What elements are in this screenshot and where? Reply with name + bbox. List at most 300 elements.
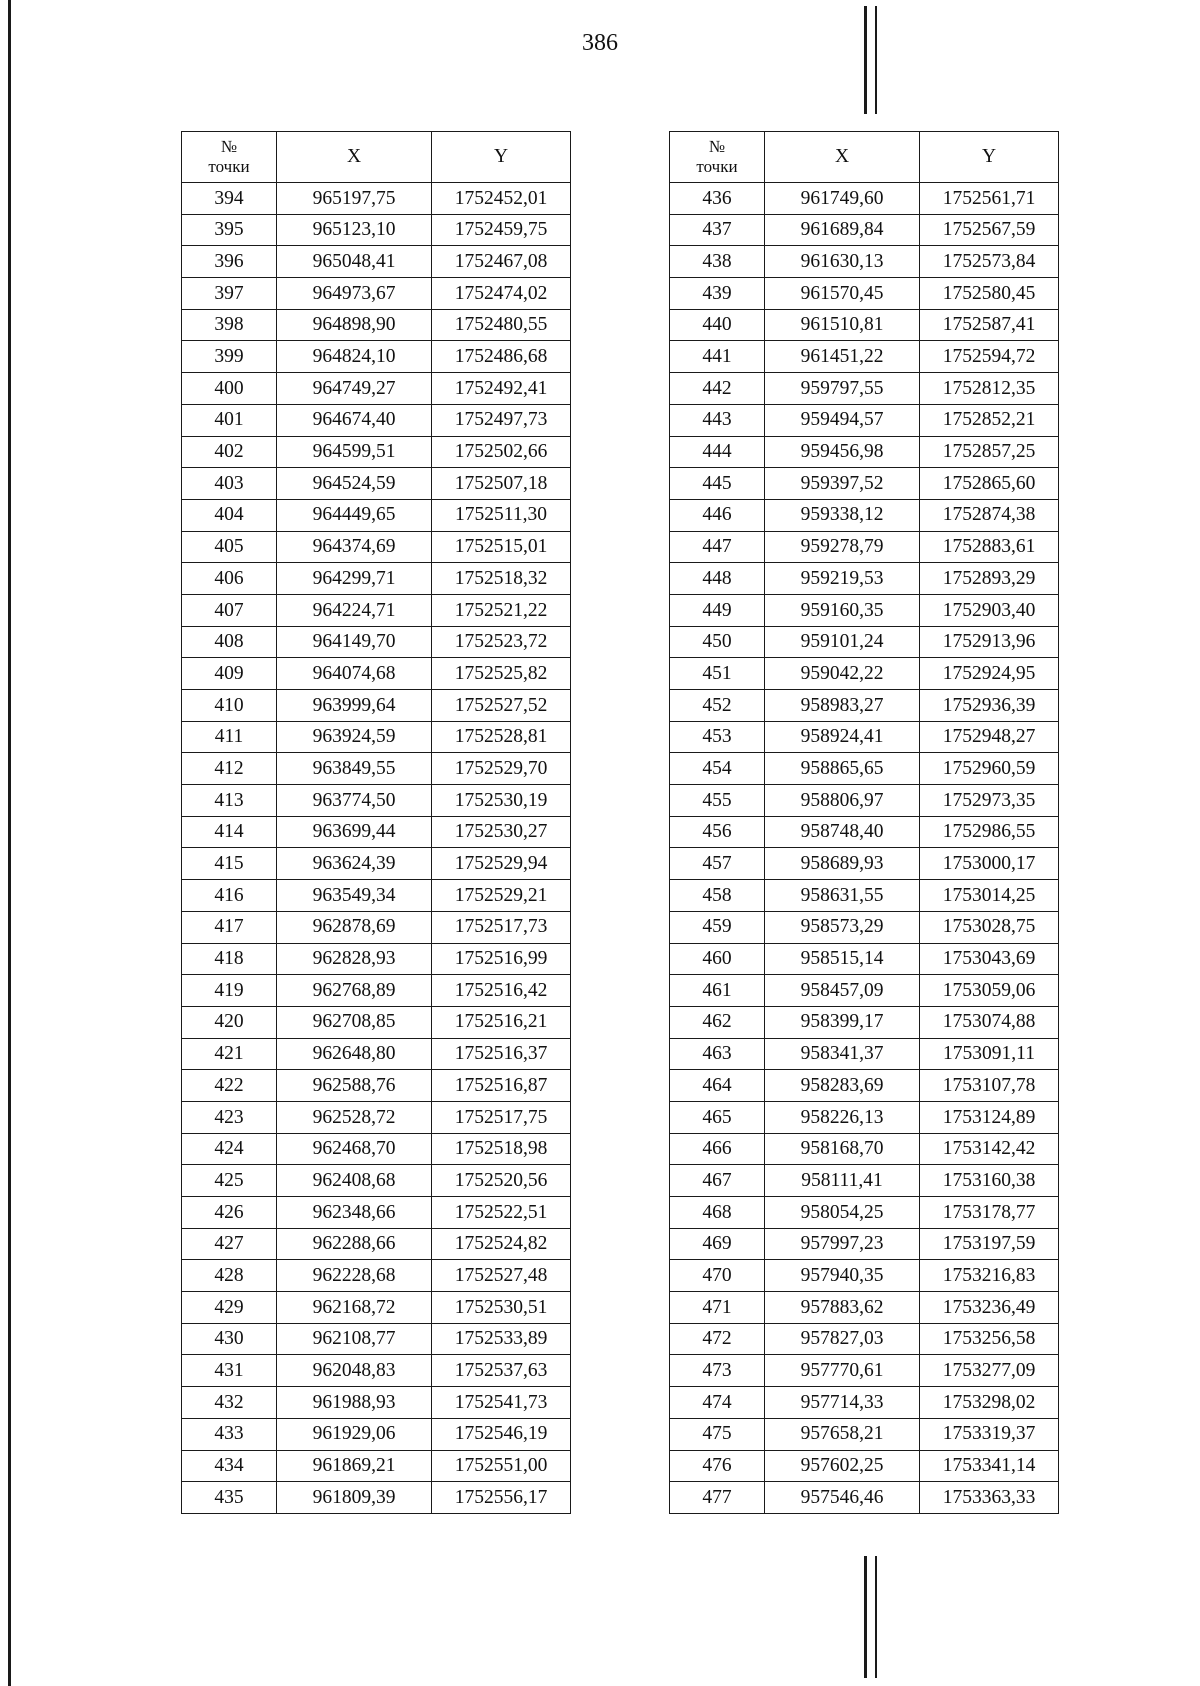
- point-number-cell: 425: [182, 1165, 277, 1197]
- table-row: [670, 911, 1059, 943]
- point-number-cell: 456: [670, 816, 765, 848]
- y-coordinate-cell: 1752556,17: [432, 1482, 571, 1514]
- x-coordinate-cell: 957602,25: [765, 1450, 920, 1482]
- table-row: [670, 658, 1059, 690]
- point-number-cell: 476: [670, 1450, 765, 1482]
- y-coordinate-cell: 1752486,68: [432, 341, 571, 373]
- y-coordinate-cell: 1753256,58: [920, 1323, 1059, 1355]
- table-row: [182, 911, 571, 943]
- table-row: [182, 531, 571, 563]
- point-number-cell: 401: [182, 404, 277, 436]
- table-header-row: [670, 132, 1059, 183]
- table-row: [670, 1292, 1059, 1324]
- table-row: [182, 309, 571, 341]
- table-row: [182, 1355, 571, 1387]
- point-number-cell: 395: [182, 214, 277, 246]
- x-coordinate-cell: 963699,44: [277, 816, 432, 848]
- table-row: [182, 1260, 571, 1292]
- point-number-cell: 399: [182, 341, 277, 373]
- point-number-cell: 412: [182, 753, 277, 785]
- point-number-cell: 414: [182, 816, 277, 848]
- x-coordinate-cell: 964749,27: [277, 373, 432, 405]
- y-coordinate-cell: 1752948,27: [920, 721, 1059, 753]
- x-coordinate-cell: 964074,68: [277, 658, 432, 690]
- x-coordinate-cell: 959797,55: [765, 373, 920, 405]
- x-coordinate-cell: 965197,75: [277, 183, 432, 215]
- point-number-cell: 403: [182, 468, 277, 500]
- y-coordinate-cell: 1753341,14: [920, 1450, 1059, 1482]
- y-coordinate-cell: 1753197,59: [920, 1228, 1059, 1260]
- page-left-edge: [8, 0, 11, 1686]
- table-row: [182, 1101, 571, 1133]
- point-number-cell: 447: [670, 531, 765, 563]
- x-coordinate-cell: 958457,09: [765, 975, 920, 1007]
- table-row: [670, 1418, 1059, 1450]
- table-row: [670, 594, 1059, 626]
- point-number-cell: 417: [182, 911, 277, 943]
- point-number-cell: 450: [670, 626, 765, 658]
- point-number-cell: 444: [670, 436, 765, 468]
- x-coordinate-cell: 959219,53: [765, 563, 920, 595]
- x-coordinate-cell: 964599,51: [277, 436, 432, 468]
- y-coordinate-cell: 1752530,19: [432, 785, 571, 817]
- point-number-cell: 434: [182, 1450, 277, 1482]
- x-coordinate-cell: 964674,40: [277, 404, 432, 436]
- y-coordinate-cell: 1753236,49: [920, 1292, 1059, 1324]
- x-coordinate-cell: 962878,69: [277, 911, 432, 943]
- point-number-cell: 408: [182, 626, 277, 658]
- table-row: [670, 721, 1059, 753]
- x-coordinate-cell: 963924,59: [277, 721, 432, 753]
- y-coordinate-cell: 1753074,88: [920, 1006, 1059, 1038]
- table-row: [182, 563, 571, 595]
- table-row: [182, 246, 571, 278]
- point-number-cell: 452: [670, 690, 765, 722]
- table-row: [670, 563, 1059, 595]
- x-coordinate-cell: 962048,83: [277, 1355, 432, 1387]
- x-coordinate-cell: 958111,41: [765, 1165, 920, 1197]
- y-coordinate-cell: 1752518,32: [432, 563, 571, 595]
- x-coordinate-cell: 961689,84: [765, 214, 920, 246]
- y-coordinate-cell: 1752527,52: [432, 690, 571, 722]
- table-row: [670, 214, 1059, 246]
- table-row: [670, 1482, 1059, 1514]
- x-coordinate-cell: 958341,37: [765, 1038, 920, 1070]
- point-number-cell: 461: [670, 975, 765, 1007]
- x-coordinate-cell: 965123,10: [277, 214, 432, 246]
- point-number-cell: 405: [182, 531, 277, 563]
- y-coordinate-cell: 1752497,73: [432, 404, 571, 436]
- point-number-cell: 430: [182, 1323, 277, 1355]
- x-coordinate-cell: 958924,41: [765, 721, 920, 753]
- point-number-cell: 442: [670, 373, 765, 405]
- point-number-cell: 463: [670, 1038, 765, 1070]
- x-coordinate-cell: 962468,70: [277, 1133, 432, 1165]
- x-coordinate-cell: 958689,93: [765, 848, 920, 880]
- point-number-cell: 475: [670, 1418, 765, 1450]
- binding-marks-bottom: [864, 1556, 880, 1678]
- x-coordinate-cell: 961988,93: [277, 1387, 432, 1419]
- y-coordinate-cell: 1752520,56: [432, 1165, 571, 1197]
- point-number-cell: 474: [670, 1387, 765, 1419]
- y-coordinate-cell: 1752467,08: [432, 246, 571, 278]
- table-row: [670, 404, 1059, 436]
- x-coordinate-cell: 958748,40: [765, 816, 920, 848]
- y-coordinate-cell: 1752523,72: [432, 626, 571, 658]
- x-coordinate-cell: 965048,41: [277, 246, 432, 278]
- table-row: [182, 373, 571, 405]
- table-row: [670, 975, 1059, 1007]
- table-row: [670, 1450, 1059, 1482]
- table-row: [182, 690, 571, 722]
- y-coordinate-cell: 1753124,89: [920, 1101, 1059, 1133]
- table-row: [670, 785, 1059, 817]
- x-coordinate-cell: 963999,64: [277, 690, 432, 722]
- y-header: Y: [432, 132, 571, 183]
- point-number-cell: 429: [182, 1292, 277, 1324]
- point-number-cell: 458: [670, 880, 765, 912]
- y-coordinate-cell: 1752507,18: [432, 468, 571, 500]
- table-row: [670, 1323, 1059, 1355]
- y-coordinate-cell: 1753059,06: [920, 975, 1059, 1007]
- y-coordinate-cell: 1752546,19: [432, 1418, 571, 1450]
- x-coordinate-cell: 962288,66: [277, 1228, 432, 1260]
- x-coordinate-cell: 961451,22: [765, 341, 920, 373]
- point-number-cell: 415: [182, 848, 277, 880]
- point-number-cell: 438: [670, 246, 765, 278]
- x-coordinate-cell: 959456,98: [765, 436, 920, 468]
- point-number-cell: 404: [182, 499, 277, 531]
- table-row: [670, 1133, 1059, 1165]
- x-coordinate-cell: 964824,10: [277, 341, 432, 373]
- point-number-cell: 446: [670, 499, 765, 531]
- point-number-cell: 423: [182, 1101, 277, 1133]
- table-row: [670, 309, 1059, 341]
- y-coordinate-cell: 1752924,95: [920, 658, 1059, 690]
- x-coordinate-cell: 962408,68: [277, 1165, 432, 1197]
- y-coordinate-cell: 1752528,81: [432, 721, 571, 753]
- x-coordinate-cell: 959160,35: [765, 594, 920, 626]
- point-number-cell: 451: [670, 658, 765, 690]
- y-coordinate-cell: 1753216,83: [920, 1260, 1059, 1292]
- point-number-cell: 431: [182, 1355, 277, 1387]
- x-coordinate-cell: 961869,21: [277, 1450, 432, 1482]
- y-coordinate-cell: 1752857,25: [920, 436, 1059, 468]
- y-coordinate-cell: 1752580,45: [920, 278, 1059, 310]
- y-coordinate-cell: 1752517,75: [432, 1101, 571, 1133]
- x-coordinate-cell: 957770,61: [765, 1355, 920, 1387]
- table-row: [182, 278, 571, 310]
- x-coordinate-cell: 957883,62: [765, 1292, 920, 1324]
- table-row: [670, 1101, 1059, 1133]
- y-coordinate-cell: 1752516,42: [432, 975, 571, 1007]
- point-number-cell: 464: [670, 1070, 765, 1102]
- point-number-cell: 467: [670, 1165, 765, 1197]
- x-coordinate-cell: 963549,34: [277, 880, 432, 912]
- coordinates-table-left: [181, 131, 571, 1514]
- table-row: [182, 848, 571, 880]
- x-coordinate-cell: 959494,57: [765, 404, 920, 436]
- binding-marks-top: [864, 6, 880, 114]
- y-coordinate-cell: 1752518,98: [432, 1133, 571, 1165]
- x-coordinate-cell: 963774,50: [277, 785, 432, 817]
- y-coordinate-cell: 1752874,38: [920, 499, 1059, 531]
- table-row: [670, 1197, 1059, 1229]
- y-coordinate-cell: 1752529,70: [432, 753, 571, 785]
- point-number-cell: 457: [670, 848, 765, 880]
- y-coordinate-cell: 1752541,73: [432, 1387, 571, 1419]
- table-row: [182, 341, 571, 373]
- x-header: X: [765, 132, 920, 183]
- y-coordinate-cell: 1753107,78: [920, 1070, 1059, 1102]
- y-coordinate-cell: 1753298,02: [920, 1387, 1059, 1419]
- point-number-cell: 468: [670, 1197, 765, 1229]
- point-number-cell: 406: [182, 563, 277, 595]
- x-coordinate-cell: 959338,12: [765, 499, 920, 531]
- table-row: [670, 753, 1059, 785]
- y-coordinate-cell: 1753142,42: [920, 1133, 1059, 1165]
- point-number-cell: 472: [670, 1323, 765, 1355]
- point-number-cell: 473: [670, 1355, 765, 1387]
- table-header-row: [182, 132, 571, 183]
- x-coordinate-cell: 964374,69: [277, 531, 432, 563]
- table-row: [182, 436, 571, 468]
- x-coordinate-cell: 964973,67: [277, 278, 432, 310]
- x-coordinate-cell: 962708,85: [277, 1006, 432, 1038]
- point-number-cell: 471: [670, 1292, 765, 1324]
- y-coordinate-cell: 1752530,27: [432, 816, 571, 848]
- table-row: [670, 626, 1059, 658]
- y-coordinate-cell: 1753000,17: [920, 848, 1059, 880]
- x-coordinate-cell: 962648,80: [277, 1038, 432, 1070]
- x-coordinate-cell: 959397,52: [765, 468, 920, 500]
- table-row: [182, 1450, 571, 1482]
- x-coordinate-cell: 961749,60: [765, 183, 920, 215]
- y-coordinate-cell: 1752533,89: [432, 1323, 571, 1355]
- point-number-cell: 397: [182, 278, 277, 310]
- table-row: [182, 1323, 571, 1355]
- y-coordinate-cell: 1752936,39: [920, 690, 1059, 722]
- y-coordinate-cell: 1752587,41: [920, 309, 1059, 341]
- point-number-cell: 422: [182, 1070, 277, 1102]
- x-coordinate-cell: 963624,39: [277, 848, 432, 880]
- table-row: [182, 1197, 571, 1229]
- table-row: [182, 499, 571, 531]
- point-number-cell: 424: [182, 1133, 277, 1165]
- y-coordinate-cell: 1752516,21: [432, 1006, 571, 1038]
- point-number-cell: 466: [670, 1133, 765, 1165]
- x-coordinate-cell: 958983,27: [765, 690, 920, 722]
- table-row: [182, 753, 571, 785]
- y-coordinate-cell: 1753363,33: [920, 1482, 1059, 1514]
- y-coordinate-cell: 1752973,35: [920, 785, 1059, 817]
- x-coordinate-cell: 962528,72: [277, 1101, 432, 1133]
- table-row: [182, 1006, 571, 1038]
- y-coordinate-cell: 1752452,01: [432, 183, 571, 215]
- point-number-cell: 409: [182, 658, 277, 690]
- point-number-cell: 477: [670, 1482, 765, 1514]
- point-number-cell: 411: [182, 721, 277, 753]
- point-number-cell: 402: [182, 436, 277, 468]
- table-row: [670, 373, 1059, 405]
- point-number-cell: 454: [670, 753, 765, 785]
- x-coordinate-cell: 957714,33: [765, 1387, 920, 1419]
- table-row: [670, 1038, 1059, 1070]
- table-row: [670, 1355, 1059, 1387]
- point-number-cell: 416: [182, 880, 277, 912]
- table-row: [182, 1418, 571, 1450]
- x-coordinate-cell: 957997,23: [765, 1228, 920, 1260]
- y-coordinate-cell: 1752537,63: [432, 1355, 571, 1387]
- table-row: [182, 1070, 571, 1102]
- y-coordinate-cell: 1752567,59: [920, 214, 1059, 246]
- point-number-cell: 433: [182, 1418, 277, 1450]
- point-number-cell: 445: [670, 468, 765, 500]
- table-row: [182, 594, 571, 626]
- point-number-cell: 440: [670, 309, 765, 341]
- point-number-cell: 410: [182, 690, 277, 722]
- point-number-cell: 443: [670, 404, 765, 436]
- y-coordinate-cell: 1752986,55: [920, 816, 1059, 848]
- table-row: [182, 943, 571, 975]
- y-coordinate-cell: 1752517,73: [432, 911, 571, 943]
- y-coordinate-cell: 1752530,51: [432, 1292, 571, 1324]
- table-row: [182, 626, 571, 658]
- y-coordinate-cell: 1752561,71: [920, 183, 1059, 215]
- y-coordinate-cell: 1753043,69: [920, 943, 1059, 975]
- point-number-cell: 432: [182, 1387, 277, 1419]
- y-coordinate-cell: 1752913,96: [920, 626, 1059, 658]
- x-coordinate-cell: 964449,65: [277, 499, 432, 531]
- y-coordinate-cell: 1752865,60: [920, 468, 1059, 500]
- x-coordinate-cell: 957546,46: [765, 1482, 920, 1514]
- table-row: [182, 658, 571, 690]
- y-coordinate-cell: 1753028,75: [920, 911, 1059, 943]
- x-coordinate-cell: 961510,81: [765, 309, 920, 341]
- y-coordinate-cell: 1752480,55: [432, 309, 571, 341]
- x-coordinate-cell: 964299,71: [277, 563, 432, 595]
- point-number-cell: 419: [182, 975, 277, 1007]
- x-coordinate-cell: 959278,79: [765, 531, 920, 563]
- y-coordinate-cell: 1753178,77: [920, 1197, 1059, 1229]
- x-coordinate-cell: 958226,13: [765, 1101, 920, 1133]
- point-number-cell: 453: [670, 721, 765, 753]
- point-number-cell: 428: [182, 1260, 277, 1292]
- table-row: [182, 1133, 571, 1165]
- x-coordinate-cell: 958806,97: [765, 785, 920, 817]
- table-row: [182, 1482, 571, 1514]
- table-row: [182, 468, 571, 500]
- y-coordinate-cell: 1752516,37: [432, 1038, 571, 1070]
- page-number: 386: [582, 30, 618, 56]
- table-row: [182, 1228, 571, 1260]
- table-row: [182, 1387, 571, 1419]
- x-header: X: [277, 132, 432, 183]
- table-row: [670, 880, 1059, 912]
- coordinates-rows: [182, 183, 571, 1514]
- table-row: [182, 404, 571, 436]
- point-number-cell: 421: [182, 1038, 277, 1070]
- x-coordinate-cell: 964524,59: [277, 468, 432, 500]
- point-number-cell: 465: [670, 1101, 765, 1133]
- y-coordinate-cell: 1752960,59: [920, 753, 1059, 785]
- x-coordinate-cell: 961630,13: [765, 246, 920, 278]
- x-coordinate-cell: 964224,71: [277, 594, 432, 626]
- y-coordinate-cell: 1752529,21: [432, 880, 571, 912]
- point-number-cell: 413: [182, 785, 277, 817]
- y-coordinate-cell: 1752525,82: [432, 658, 571, 690]
- table-row: [670, 690, 1059, 722]
- point-number-header: № точки: [182, 132, 277, 183]
- point-number-cell: 437: [670, 214, 765, 246]
- y-coordinate-cell: 1752594,72: [920, 341, 1059, 373]
- table-row: [182, 785, 571, 817]
- y-coordinate-cell: 1752502,66: [432, 436, 571, 468]
- table-row: [670, 848, 1059, 880]
- table-row: [670, 1165, 1059, 1197]
- point-number-cell: 441: [670, 341, 765, 373]
- x-coordinate-cell: 958631,55: [765, 880, 920, 912]
- x-coordinate-cell: 961570,45: [765, 278, 920, 310]
- point-number-cell: 459: [670, 911, 765, 943]
- table-row: [670, 436, 1059, 468]
- table-row: [182, 880, 571, 912]
- table-row: [670, 1387, 1059, 1419]
- point-number-cell: 420: [182, 1006, 277, 1038]
- x-coordinate-cell: 962828,93: [277, 943, 432, 975]
- y-coordinate-cell: 1752474,02: [432, 278, 571, 310]
- y-coordinate-cell: 1752522,51: [432, 1197, 571, 1229]
- table-row: [182, 975, 571, 1007]
- table-row: [182, 214, 571, 246]
- x-coordinate-cell: 964149,70: [277, 626, 432, 658]
- x-coordinate-cell: 959101,24: [765, 626, 920, 658]
- point-number-cell: 469: [670, 1228, 765, 1260]
- table-row: [670, 278, 1059, 310]
- x-coordinate-cell: 957940,35: [765, 1260, 920, 1292]
- point-number-cell: 435: [182, 1482, 277, 1514]
- table-row: [182, 816, 571, 848]
- table-row: [670, 499, 1059, 531]
- x-coordinate-cell: 959042,22: [765, 658, 920, 690]
- point-number-cell: 455: [670, 785, 765, 817]
- x-coordinate-cell: 958283,69: [765, 1070, 920, 1102]
- y-coordinate-cell: 1752492,41: [432, 373, 571, 405]
- table-row: [182, 1292, 571, 1324]
- x-coordinate-cell: 958054,25: [765, 1197, 920, 1229]
- x-coordinate-cell: 963849,55: [277, 753, 432, 785]
- y-coordinate-cell: 1752883,61: [920, 531, 1059, 563]
- y-coordinate-cell: 1752516,87: [432, 1070, 571, 1102]
- table-row: [670, 1070, 1059, 1102]
- table-row: [670, 341, 1059, 373]
- x-coordinate-cell: 962228,68: [277, 1260, 432, 1292]
- y-coordinate-cell: 1752812,35: [920, 373, 1059, 405]
- table-row: [182, 721, 571, 753]
- x-coordinate-cell: 961809,39: [277, 1482, 432, 1514]
- y-coordinate-cell: 1753160,38: [920, 1165, 1059, 1197]
- coordinates-rows: [670, 183, 1059, 1514]
- x-coordinate-cell: 958399,17: [765, 1006, 920, 1038]
- y-coordinate-cell: 1752551,00: [432, 1450, 571, 1482]
- x-coordinate-cell: 958865,65: [765, 753, 920, 785]
- y-coordinate-cell: 1752529,94: [432, 848, 571, 880]
- y-coordinate-cell: 1752516,99: [432, 943, 571, 975]
- point-number-cell: 462: [670, 1006, 765, 1038]
- table-row: [670, 183, 1059, 215]
- x-coordinate-cell: 958573,29: [765, 911, 920, 943]
- coordinates-table-right: [669, 131, 1059, 1514]
